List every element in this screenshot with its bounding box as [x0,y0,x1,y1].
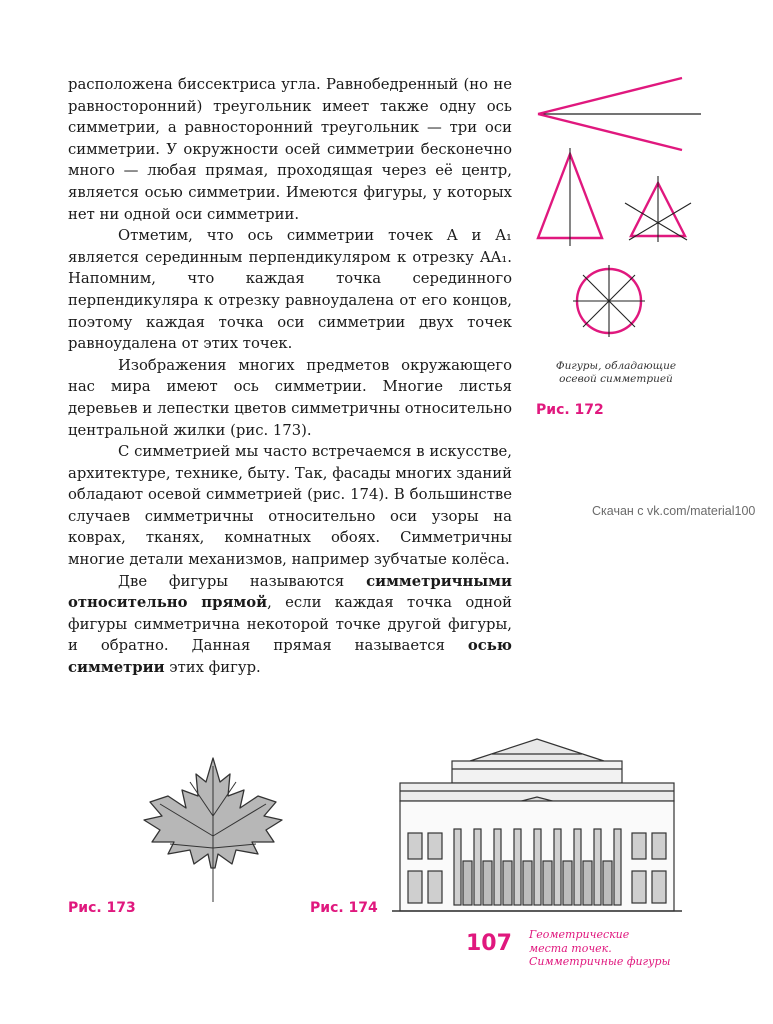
equilateral-triangle [625,176,691,242]
figure-174-label: Рис. 174 [310,900,378,916]
paragraph-architecture: С симметрией мы часто встречаемся в искусстве, архитектуре, технике, быту. Так, фасады многих зданий обладают осевой симметрией (рис. 174). В большинстве случаев симметричны относительно оси узоры на коврах, тканях, комнатных обоях. Симметричны многие детали механизмов, например зубчатые колёса. [68,443,512,569]
figure-172-caption: Фигуры, обладающие осевой симметрией [555,360,677,385]
watermark: Скачан с vk.com/material100 [592,504,756,518]
figure-173-label: Рис. 173 [68,900,136,916]
figure-172-label: Рис. 172 [536,402,604,418]
figure-172-symmetric-shapes [533,70,713,370]
figure-174-building-facade [392,733,682,915]
isosceles-triangle [538,148,602,246]
circle-with-axes [573,265,645,337]
paragraph-axis-examples: расположена биссектриса угла. Равнобедренный (но не равносторонний) треугольник имеет также одну ось симметрии, а равносторонний треугольник — три оси симметрии. У окружности осей симметрии бесконечно много — любая прямая, проходящая через её центр, является осью симметрии. Имеются фигуры, у которых нет ни одной оси симметрии. [68,76,512,223]
term-axis-of-symmetry: осью симметрии [68,637,512,677]
term-symmetric-figures: симметричными относительно прямой [68,572,512,612]
paragraph-leaves: Изображения многих предметов окружающего нас мира имеют ось симметрии. Многие листья деревьев и лепестки цветов симметричны относительно центральной жилки (рис. 173). [68,356,512,439]
page-number: 107 [466,931,512,956]
angle-with-bisector [538,78,701,150]
paragraph-definition: Две фигуры называются симметричными относительно прямой, если каждая точка одной фигуры симметрична некоторой точке другой фигуры, и обратно. Данная прямая называется осью симметрии этих фигур. [68,572,512,677]
paragraph-perpendicular-bisector: Отметим, что ось симметрии точек A и A₁ является серединным перпендикуляром к отрезку AA₁. Напомним, что каждая точка серединного перпендикуляра к отрезку равноудалена от его концов, поэтому каждая точка оси симметрии двух точек равноудалена от этих точек. [68,227,512,353]
footer-topic: Геометрические места точек. Симметричные фигуры [529,928,671,968]
main-text-column [68,74,512,679]
figure-173-maple-leaf [140,756,286,906]
